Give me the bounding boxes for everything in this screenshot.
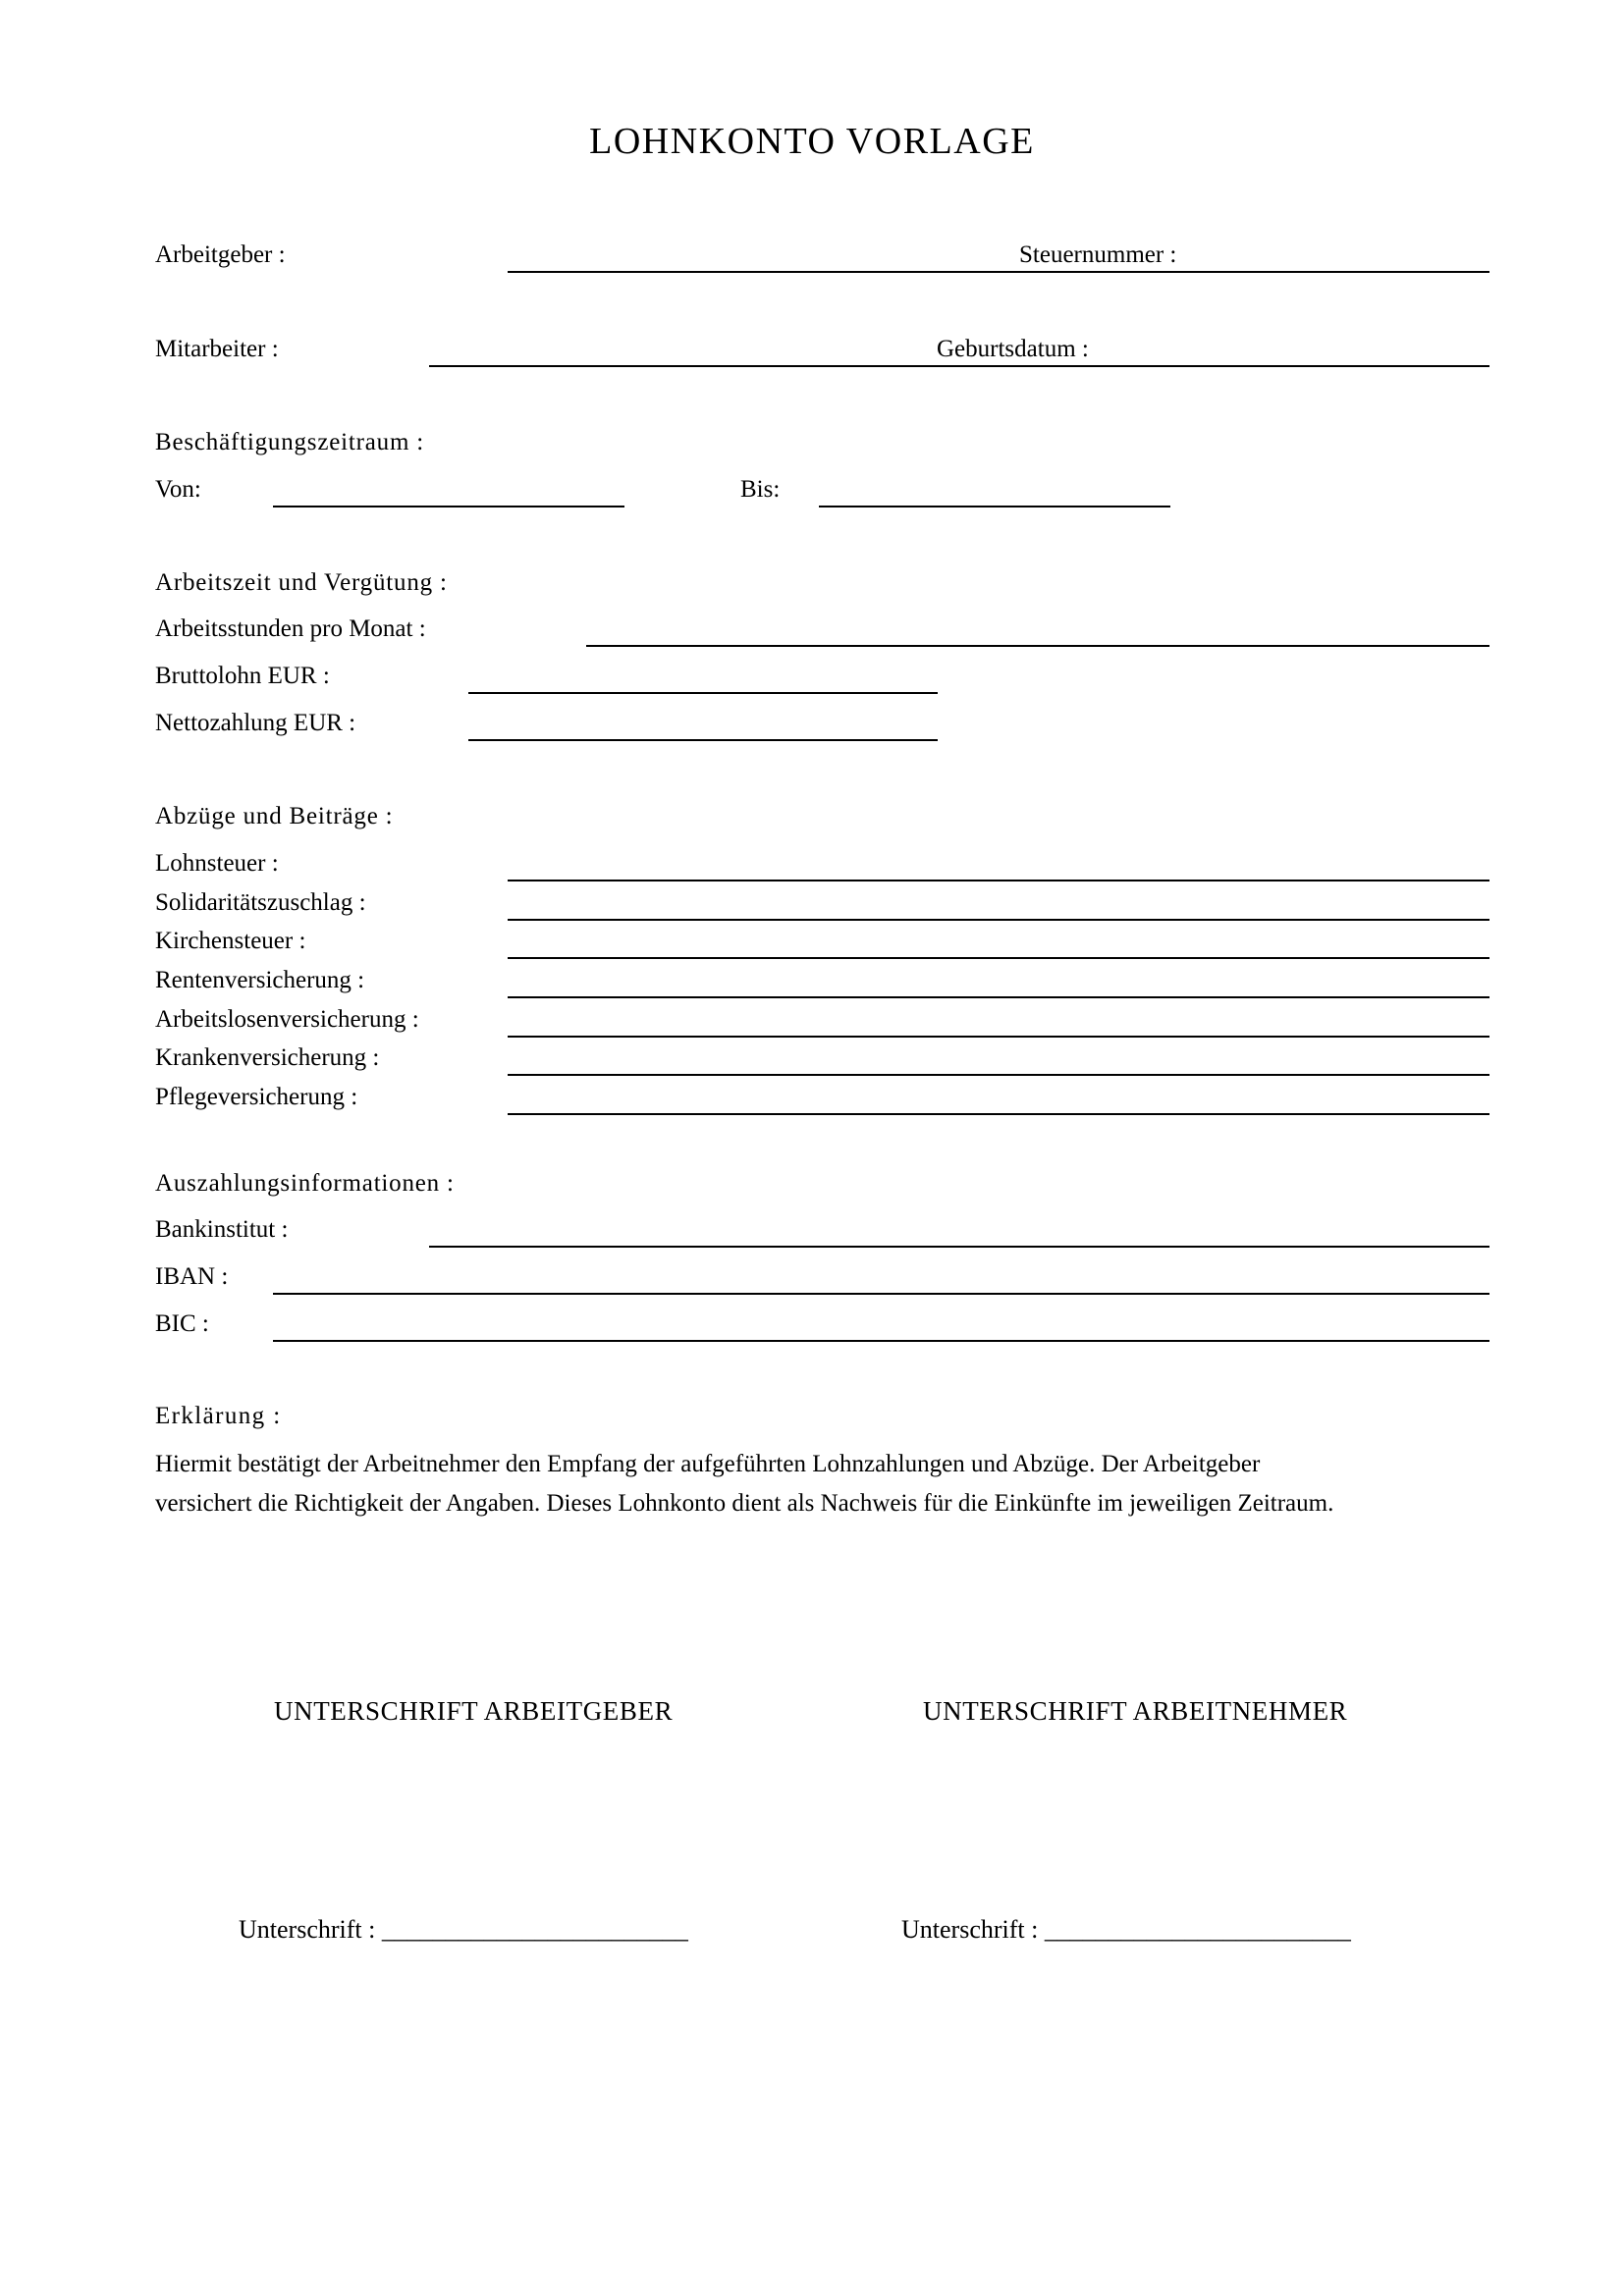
- employee-field[interactable]: [429, 365, 1489, 367]
- deduction-field[interactable]: [508, 1113, 1489, 1115]
- deduction-field[interactable]: [508, 996, 1489, 998]
- bic-field[interactable]: [273, 1340, 1489, 1342]
- deduction-field[interactable]: [508, 1036, 1489, 1038]
- net-label: Nettozahlung EUR :: [155, 710, 356, 736]
- employer-signature-field[interactable]: Unterschrift : ________________________: [239, 1915, 688, 1944]
- deduction-field[interactable]: [508, 880, 1489, 881]
- employee-label: Mitarbeiter :: [155, 336, 279, 362]
- deductions-heading: Abzüge und Beiträge :: [155, 803, 394, 829]
- work-pay-heading: Arbeitszeit und Vergütung :: [155, 569, 448, 596]
- to-field[interactable]: [819, 506, 1170, 507]
- employer-signature-heading: UNTERSCHRIFT ARBEITGEBER: [274, 1696, 674, 1726]
- deduction-label: Kirchensteuer :: [155, 928, 306, 954]
- bank-label: Bankinstitut :: [155, 1216, 289, 1243]
- employee-signature-field[interactable]: Unterschrift : ________________________: [901, 1915, 1351, 1944]
- birthdate-label: Geburtsdatum :: [931, 335, 1095, 364]
- deduction-field[interactable]: [508, 1074, 1489, 1076]
- bic-label: BIC :: [155, 1310, 209, 1337]
- deduction-label: Arbeitslosenversicherung :: [155, 1006, 419, 1033]
- from-label: Von:: [155, 476, 201, 503]
- declaration-line: Hiermit bestätigt der Arbeitnehmer den Empfang der aufgeführten Lohnzahlungen und Abzüge. Der Arbeitgeber: [155, 1451, 1261, 1477]
- deduction-label: Pflegeversicherung :: [155, 1084, 358, 1110]
- employee-signature-heading: UNTERSCHRIFT ARBEITNEHMER: [923, 1696, 1348, 1726]
- net-field[interactable]: [468, 739, 938, 741]
- deduction-label: Rentenversicherung :: [155, 967, 365, 993]
- from-field[interactable]: [273, 506, 624, 507]
- deduction-field[interactable]: [508, 919, 1489, 921]
- gross-field[interactable]: [468, 692, 938, 694]
- employer-field[interactable]: [508, 271, 1489, 273]
- deduction-label: Solidaritätszuschlag :: [155, 889, 366, 916]
- hours-field[interactable]: [586, 645, 1489, 647]
- deduction-field[interactable]: [508, 957, 1489, 959]
- declaration-text: [155, 1445, 1490, 1523]
- to-label: Bis:: [740, 476, 781, 503]
- payout-heading: Auszahlungsinformationen :: [155, 1170, 455, 1197]
- iban-label: IBAN :: [155, 1263, 229, 1290]
- deduction-label: Lohnsteuer :: [155, 850, 279, 877]
- employer-label: Arbeitgeber :: [155, 241, 286, 268]
- gross-label: Bruttolohn EUR :: [155, 663, 330, 689]
- iban-field[interactable]: [273, 1293, 1489, 1295]
- deduction-label: Krankenversicherung :: [155, 1044, 380, 1071]
- bank-field[interactable]: [429, 1246, 1489, 1248]
- employment-period-heading: Beschäftigungszeitraum :: [155, 429, 424, 455]
- declaration-heading: Erklärung :: [155, 1403, 282, 1429]
- hours-label: Arbeitsstunden pro Monat :: [155, 615, 426, 642]
- declaration-line: versichert die Richtigkeit der Angaben. Dieses Lohnkonto dient als Nachweis für die Einkünfte im jeweiligen Zeitraum.: [155, 1490, 1334, 1517]
- page-title: LOHNKONTO VORLAGE: [589, 121, 1035, 162]
- tax-number-label: Steuernummer :: [1013, 240, 1182, 270]
